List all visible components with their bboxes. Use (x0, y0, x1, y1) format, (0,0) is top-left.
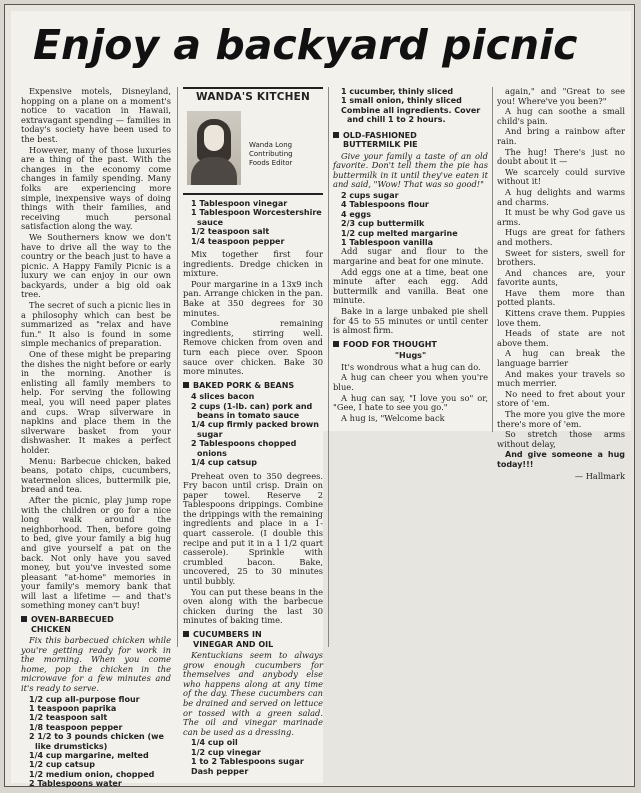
ingredient-list (183, 199, 323, 246)
recipe-title: OLD-FASHIONED BUTTERMILK PIE (333, 131, 488, 150)
recipe-step: Add sugar and flour to the margarine and beat for one minute. (333, 246, 488, 267)
poem-line: A hug can break the language barrier (497, 348, 625, 369)
square-bullet-icon (333, 132, 339, 138)
poem-line: A hug can cheer you when you're blue. (333, 372, 488, 393)
recipe-title: CUCUMBERS IN VINEGAR AND OIL (183, 630, 323, 649)
column-3 (333, 87, 488, 424)
ingredient: 1/2 cup vinegar (191, 747, 261, 757)
poem-line: It's wondrous what a hug can do. (341, 361, 481, 372)
article-paragraph: The secret of such a picnic lies in a philosophy which can best be summarized as "relax and have fun." It also is found in some simple mechanics of preparation. (21, 300, 171, 349)
column-4 (497, 87, 625, 481)
ingredient-list (333, 87, 488, 125)
ingredient: 1/4 cup firmly packed brown sugar (191, 420, 319, 439)
recipe-intro: Fix this barbecued chicken while you're getting ready for work in the morning. When you come home, pop the chicken in the microwave for a few minutes and it's ready to serve. (21, 635, 171, 694)
newspaper-clipping (11, 11, 631, 789)
recipe-step: You can put these beans in the oven along with the barbecue chicken during the last 30 minutes of baking time. (183, 586, 323, 626)
recipe-step: Bake in a large unbaked pie shell for 45 to 55 minutes or until center is almost firm. (333, 306, 488, 336)
article-paragraph: After the picnic, play jump rope with the children or go for a nice long walk around the neighborhood. Then, before going to bed, give your family a big hug and give yourself a pat on the back. Not only have you saved money, but you've invested some pleasant "at-home" memories in your family's memory bank that will last a lifetime — and that's something money can't buy! (21, 494, 171, 611)
byline: Wanda Long Contributing Foods Editor (249, 141, 293, 167)
ingredient: 4 eggs (341, 209, 371, 219)
square-bullet-icon (183, 382, 189, 388)
column-rule (328, 87, 329, 647)
ingredient: 1 Tablespoon vinegar (191, 199, 288, 208)
recipe-title: BAKED PORK & BEANS (183, 381, 323, 391)
recipe-step: Combine remaining ingredients, stirring well. Remove chicken from oven and turn each piece over. Spoon sauce over chicken. Bake 30 more minutes. (183, 318, 323, 377)
ingredient: 1/2 teaspoon salt (191, 227, 270, 237)
poem-line: A hug can soothe a small child's pain. (497, 106, 625, 126)
article-paragraph: However, many of those luxuries are a thing of the past. With the changes in the economy come changes in family spending. Many folks are experiencing more simple, inexpensive ways of doing things with their families, and receiving much personal satisfaction along the way. (21, 144, 171, 232)
recipe-intro: Kentuckians seem to always grow enough cucumbers for themselves and anybody else who happens along at any time of the day. These cucumbers can be drained and served on lettuce or tossed with a green salad. The oil and vinegar marinade can be used as a dressing. (183, 650, 323, 737)
recipe-step: Pour margarine in a 13x9 inch pan. Arrange chicken in the pan. Bake at 350 degrees for 30 minutes. (183, 278, 323, 318)
ingredient: 2/3 cup buttermilk (341, 219, 425, 229)
ingredient: Combine all ingredients. Cover and chill 1 to 2 hours. (341, 105, 481, 125)
ingredient: 2 cups (1-lb. can) pork and beans in tomato sauce (191, 401, 313, 421)
recipe-step: Preheat oven to 350 degrees. Fry bacon until crisp. Drain on paper towel. Reserve 2 Tablespoons drippings. Combine the drippings with the remaining ingredients and place in a 1-quart casserole. (I double this recipe and put it in a 1 1/2 quart casserole). Sprinkle with crumbled bacon. Bake, uncovered, 25 to 30 minutes until bubbly. (183, 470, 323, 587)
poem-line: Heads of state are not above them. (497, 328, 625, 348)
poem-line: Kittens crave them. Puppies love them. (497, 308, 625, 328)
ingredient: 1/2 teaspoon salt (29, 713, 108, 723)
article-paragraph: We Southerners know we don't have to drive all the way to the country or the beach just to have a picnic. A Happy Family Picnic is a luxury we can enjoy in our own backyards, under a big old oak tree. (21, 231, 171, 300)
ingredient: 1 cucumber, thinly sliced (341, 87, 454, 96)
poem-line: And chances are, your favorite aunts, (497, 267, 625, 288)
ingredient: 1/2 cup melted margarine (341, 228, 458, 238)
column-2 (183, 87, 323, 776)
poem-line: A hug delights and warms and charms. (497, 186, 625, 207)
ingredient-list (183, 738, 323, 776)
article-paragraph: Expensive motels, Disneyland, hopping on a plane on a moment's notice to vacation in Hawaii, extravagant spending — families in today's society have been used to the best. (21, 86, 171, 144)
ingredient: 1/2 cup all-purpose flour (29, 694, 140, 704)
ingredient: 1/2 cup catsup (29, 760, 95, 770)
ingredient: 2 cups sugar (341, 191, 399, 200)
article-paragraph: One of these might be preparing the dishes the night before or early in the morning. Another is enlisting all family members to help. For serving the following meal, you will need paper plates and cups. Wrap silverware in napkins and place them in the silverware basket from your dishwasher. It makes a perfect holder. (21, 349, 171, 455)
recipe-intro: Give your family a taste of an old favorite. Don't tell them the pie has buttermilk in it until they've eaten it and said, "Wow! That was so good!" (333, 150, 488, 190)
ingredient: 2 Tablespoons chopped onions (191, 439, 297, 458)
ingredient: 1/4 cup catsup (191, 458, 257, 468)
ingredient-list (21, 695, 171, 789)
ingredient: 1/4 teaspoon pepper (191, 236, 285, 246)
poem-line: A hug can say, "I love you so" or, "Gee, I hate to see you go." (333, 392, 488, 413)
ingredient: 1 Tablespoon vanilla (341, 238, 433, 248)
square-bullet-icon (183, 631, 189, 637)
ingredient: 1 to 2 Tablespoons sugar (191, 757, 304, 767)
poem-line: The more you give the more there's more of 'em. (497, 409, 625, 429)
ingredient: 1/2 medium onion, chopped (29, 769, 155, 779)
poem-line: A hug is, "Welcome back (341, 412, 445, 423)
square-bullet-icon (333, 341, 339, 347)
poem-line: And makes your travels so much merrier. (497, 368, 625, 389)
torn-area (323, 431, 631, 783)
ingredient: 1/8 teaspoon pepper (29, 722, 123, 732)
poem-line: again," and "Great to see you! Where've you been?" (497, 86, 625, 106)
ingredient: 2 Tablespoons water (29, 779, 122, 789)
ingredient: 2 1/2 to 3 pounds chicken (we like drumsticks) (29, 732, 164, 751)
ingredient-list (333, 191, 488, 247)
ingredient: 4 Tablespoons flour (341, 200, 429, 210)
section-title: FOOD FOR THOUGHT (333, 340, 488, 350)
poem-line: Sweet for sisters, swell for brothers. (497, 247, 625, 268)
ingredient: 1 small onion, thinly sliced (341, 96, 462, 106)
ingredient: 1 teaspoon paprika (29, 704, 117, 714)
ingredient-list (183, 392, 323, 467)
column-rule (177, 87, 178, 647)
poem-line: No need to fret about your store of 'em. (497, 388, 625, 409)
signature: — Hallmark (574, 470, 625, 481)
ingredient: 4 slices bacon (191, 392, 255, 402)
poem-last-line: And give someone a hug today!!! (497, 450, 625, 469)
poem-line: Hugs are great for fathers and mothers. (497, 227, 625, 247)
poem-line: The hug! There's just no doubt about it — (497, 146, 625, 167)
scan-frame (4, 4, 635, 787)
article-paragraph: Menu: Barbecue chicken, baked beans, potato chips, cucumbers, watermelon slices, buttermilk pie, bread and tea. (21, 455, 171, 495)
column-1 (21, 87, 171, 789)
ingredient: 1 Tablespoon Worcestershire sauce (191, 208, 322, 227)
poem-title: "Hugs" (394, 351, 427, 361)
ingredient: Dash pepper (191, 766, 249, 776)
ingredient: 1/4 cup oil (191, 738, 238, 748)
column-rule (492, 87, 493, 432)
author-photo (187, 111, 241, 185)
recipe-step: Add eggs one at a time, beat one minute after each egg. Add buttermilk and vanilla. Beat one minute. (333, 266, 488, 306)
headline: Enjoy a backyard picnic (33, 21, 578, 69)
recipe-step: Mix together first four ingredients. Dredge chicken in mixture. (183, 249, 323, 279)
poem-line: Have them more than potted plants. (497, 287, 625, 308)
poem-line: It must be why God gave us arms. (497, 207, 625, 227)
poem-line: So stretch those arms without delay, (497, 429, 625, 449)
box-title: WANDA'S KITCHEN (196, 91, 310, 103)
poem-line: And bring a rainbow after rain. (497, 126, 625, 146)
square-bullet-icon (21, 616, 27, 622)
poem-line: We scarcely could survive without it! (497, 166, 625, 187)
wandas-kitchen-box (183, 87, 323, 195)
ingredient: 1/4 cup margarine, melted (29, 751, 149, 761)
recipe-title: OVEN-BARBECUED CHICKEN (21, 615, 171, 634)
